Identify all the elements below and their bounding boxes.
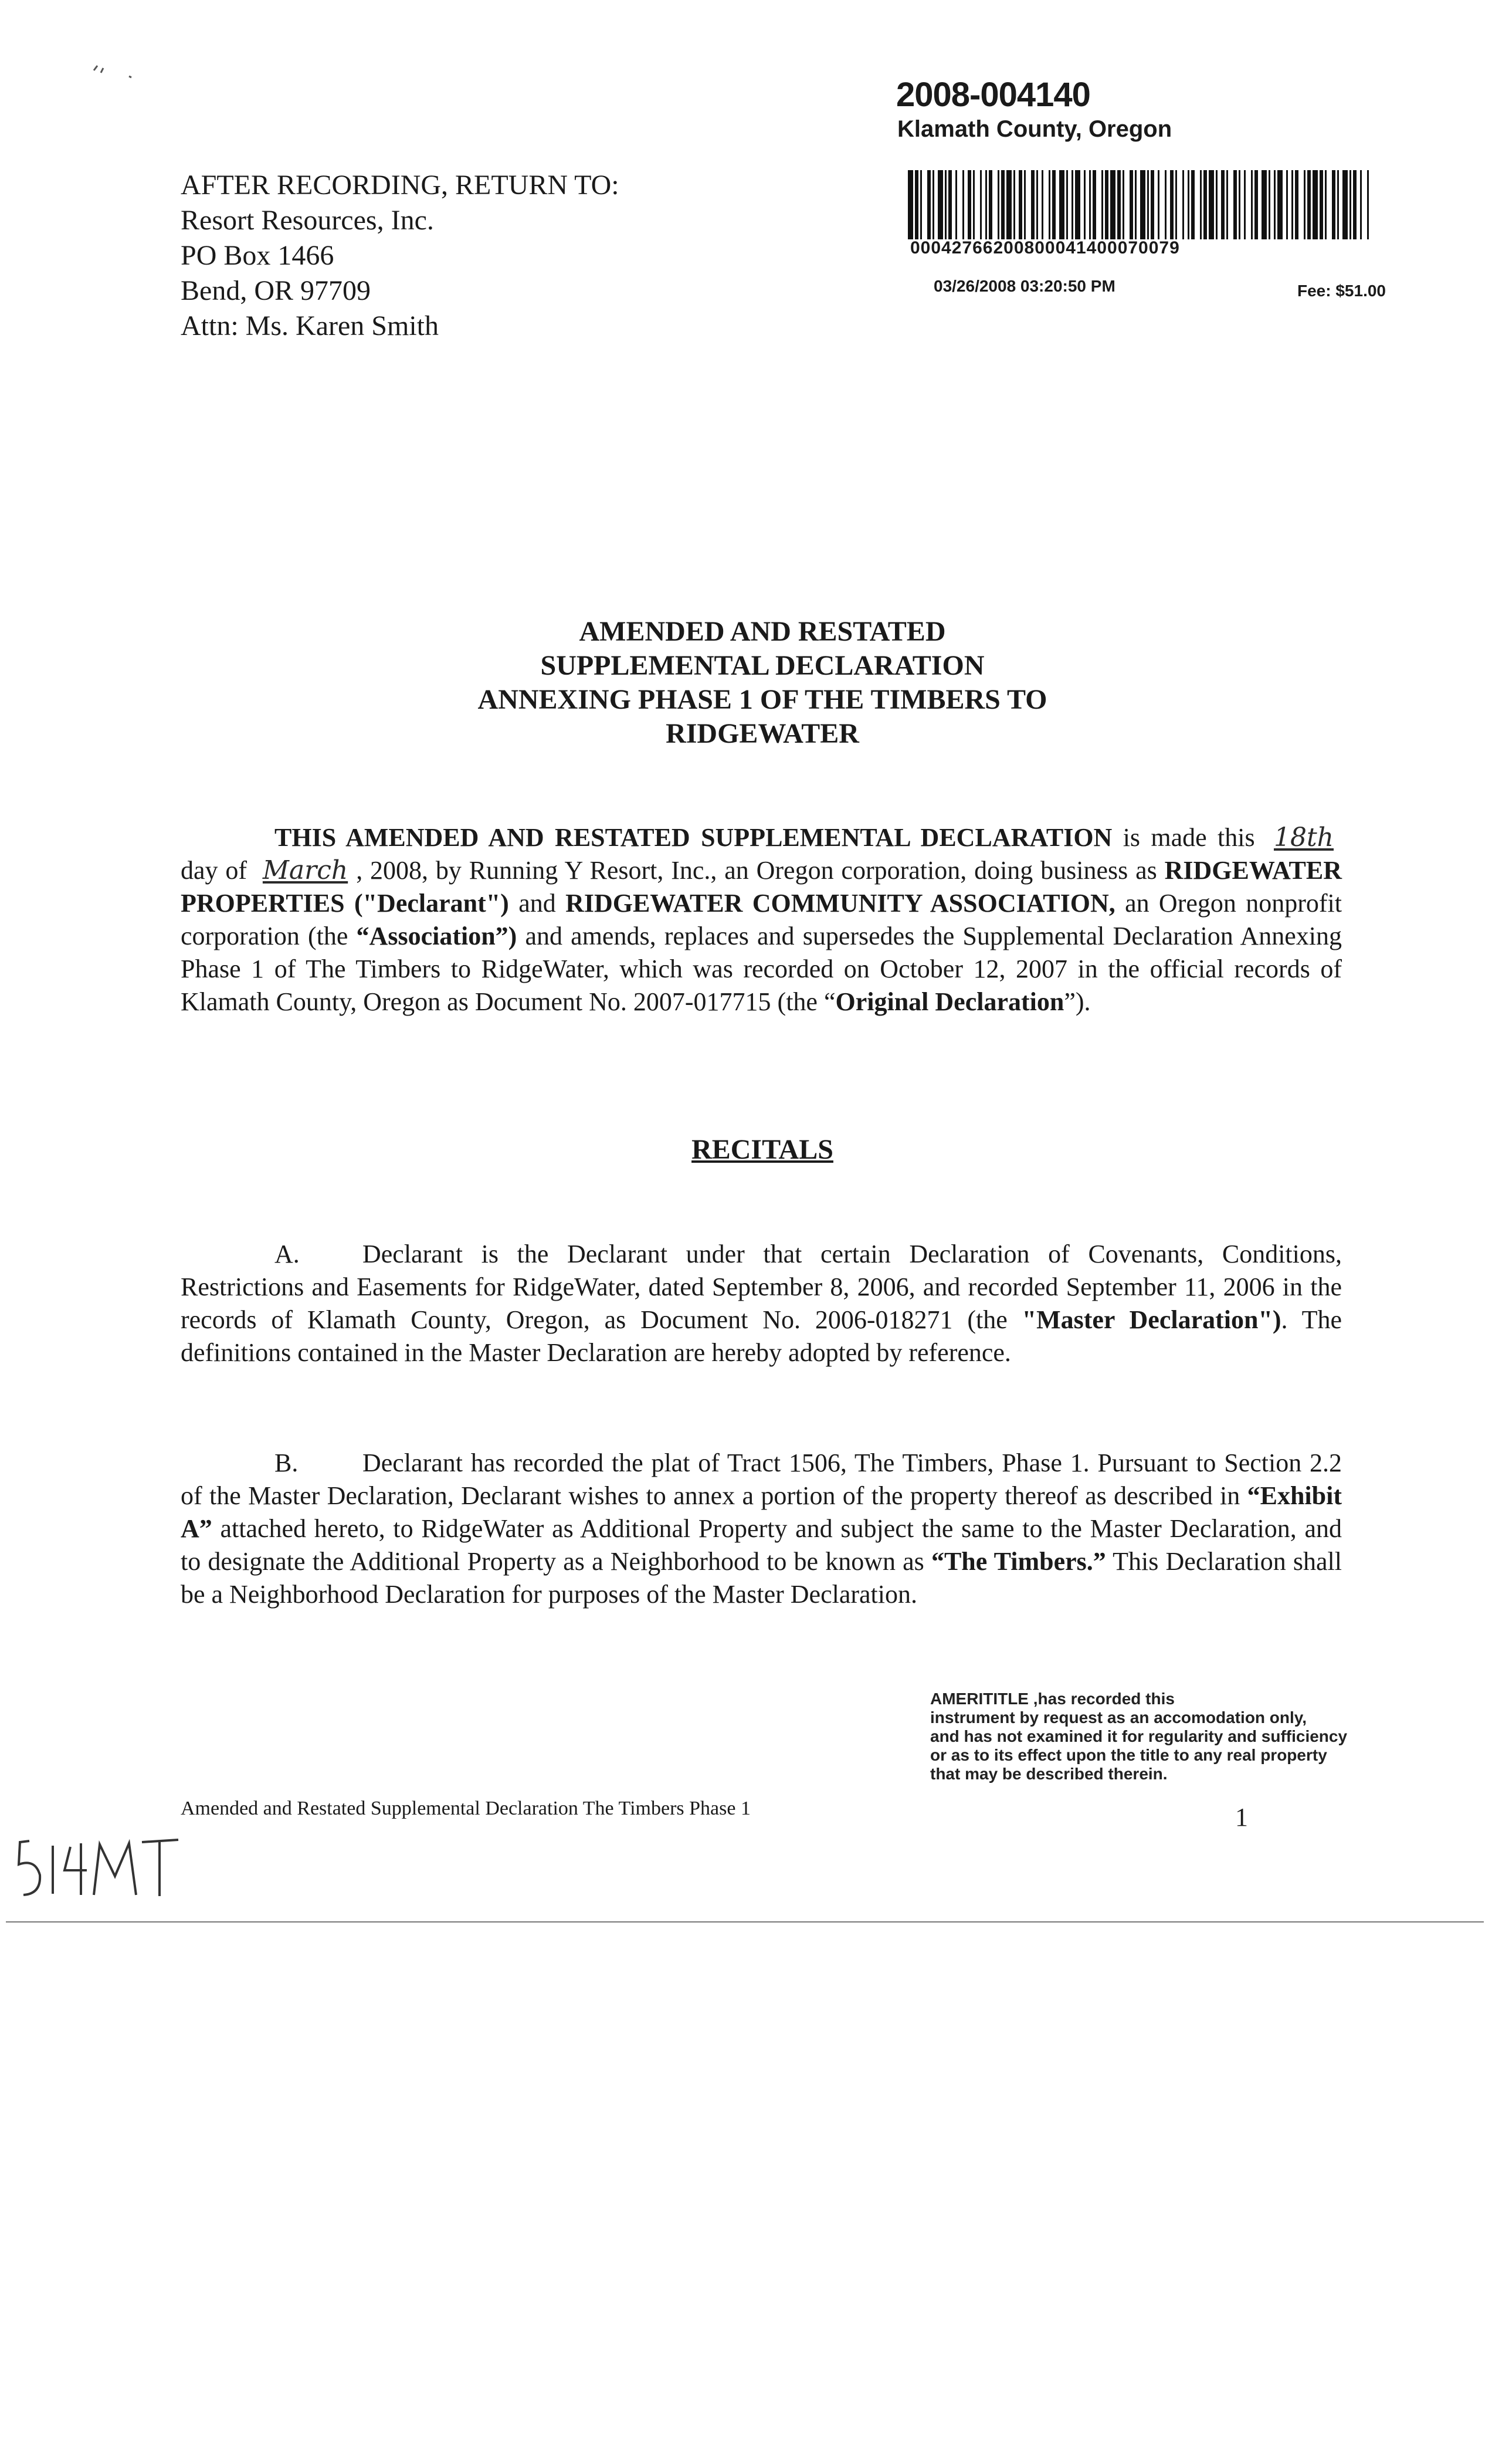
return-address-line: Resort Resources, Inc. bbox=[181, 205, 434, 236]
barcode-bar bbox=[1140, 170, 1145, 239]
title-company-disclaimer bbox=[930, 1690, 1435, 1783]
barcode-bar bbox=[1286, 170, 1288, 239]
recording-datetime: 03/26/2008 03:20:50 PM bbox=[934, 277, 1115, 295]
barcode-bar bbox=[1226, 170, 1228, 239]
barcode-bar bbox=[1188, 170, 1189, 239]
barcode-bar bbox=[989, 170, 992, 239]
barcode-bar bbox=[1360, 170, 1362, 239]
recording-document-number: 2008-004140 bbox=[896, 76, 1090, 114]
handwritten-day: 18th bbox=[1273, 823, 1334, 852]
return-address-line: Attn: Ms. Karen Smith bbox=[181, 310, 439, 341]
disclaimer-line: instrument by request as an accomodation only, bbox=[930, 1708, 1307, 1727]
intro-text: ”). bbox=[1064, 987, 1091, 1016]
barcode-bar bbox=[968, 170, 971, 239]
barcode-bar bbox=[1105, 170, 1108, 239]
page-footer: Amended and Restated Supplemental Declaration The Timbers Phase 1 bbox=[181, 1798, 751, 1819]
barcode-bar bbox=[1049, 170, 1050, 239]
barcode-bar bbox=[973, 170, 975, 239]
barcode-bar bbox=[920, 170, 922, 239]
barcode-bar bbox=[1313, 170, 1318, 239]
return-address bbox=[181, 168, 619, 344]
barcode-bar bbox=[1123, 170, 1124, 239]
barcode-bar bbox=[1262, 170, 1267, 239]
exhibit-a-term: “Exhibit A” bbox=[181, 1481, 1342, 1543]
recital-text: Declarant has recorded the plat of Tract 1506, The Timbers, Phase 1. Pursuant to Section 2.2 of the Master Declaration, Declarant wishes to annex a portion of the property thereof as described in bbox=[181, 1448, 1342, 1510]
barcode-bar bbox=[1101, 170, 1103, 239]
return-address-line: PO Box 1466 bbox=[181, 240, 334, 271]
recital-label: B. bbox=[274, 1448, 299, 1477]
recital-text: attached hereto, to RidgeWater as Additional Property and subject the same to the Master Declaration, and to designate the Additional Property as a Neighborhood to be known as bbox=[181, 1514, 1342, 1576]
recital-text: . The definitions contained in the Master Declaration are hereby adopted by reference. bbox=[181, 1305, 1342, 1367]
barcode-bar bbox=[1254, 170, 1258, 239]
recital-text: Declarant is the Declarant under that certain Declaration of Covenants, Conditions, Restrictions and Easements for RidgeWater, dated September 8, 2006, and recorded September 11, 2006 in the records of Klamath County, Oregon, as Document No. 2006-018271 (the bbox=[181, 1240, 1342, 1334]
barcode-bar bbox=[1135, 170, 1137, 239]
title-line: AMENDED AND RESTATED bbox=[579, 616, 946, 647]
barcode-bar bbox=[1307, 170, 1311, 239]
master-declaration-term: "Master Declaration") bbox=[1022, 1305, 1281, 1334]
intro-text: is made this bbox=[1112, 823, 1266, 852]
barcode-bar bbox=[1175, 170, 1177, 239]
barcode-bar bbox=[1295, 170, 1298, 239]
barcode-bar bbox=[1117, 170, 1121, 239]
barcode-bar bbox=[1130, 170, 1133, 239]
barcode-bar bbox=[1024, 170, 1026, 239]
barcode-bar bbox=[1089, 170, 1091, 239]
barcode-bar bbox=[1274, 170, 1276, 239]
barcode-bar bbox=[927, 170, 931, 239]
scan-speck bbox=[88, 59, 194, 82]
disclaimer-line: that may be described therein. bbox=[930, 1765, 1168, 1783]
barcode-bar bbox=[945, 170, 947, 239]
barcode-bar bbox=[1084, 170, 1086, 239]
return-address-line: AFTER RECORDING, RETURN TO: bbox=[181, 170, 619, 201]
barcode-bar bbox=[1200, 170, 1202, 239]
disclaimer-line: AMERITITLE ,has recorded this bbox=[930, 1690, 1175, 1708]
barcode-bar bbox=[1001, 170, 1005, 239]
barcode-bar bbox=[948, 170, 952, 239]
barcode-bar bbox=[1036, 170, 1038, 239]
barcode-bar bbox=[1291, 170, 1293, 239]
handwritten-initials bbox=[12, 1829, 182, 1905]
barcode-bar bbox=[1277, 170, 1283, 239]
intro-lead: THIS AMENDED AND RESTATED SUPPLEMENTAL DECLARATION bbox=[274, 823, 1113, 852]
barcode-bar bbox=[1019, 170, 1022, 239]
barcode-bar bbox=[1071, 170, 1073, 239]
barcode-bar bbox=[1209, 170, 1214, 239]
barcode-bar bbox=[962, 170, 964, 239]
recitals-heading: RECITALS bbox=[691, 1134, 833, 1165]
barcode-bar bbox=[1147, 170, 1149, 239]
handwritten-month: March bbox=[262, 855, 348, 885]
scan-edge-rule bbox=[6, 1920, 1484, 1924]
barcode-bar bbox=[1006, 170, 1012, 239]
disclaimer-line: and has not examined it for regularity and sufficiency bbox=[930, 1727, 1348, 1745]
intro-text: and bbox=[508, 889, 566, 918]
intro-text: and amends, replaces and supersedes the Supplemental Declaration Annexing Phase 1 of The Timbers to RidgeWater, which was recorded on October 12, 2007 in the official records of Klamath County, Oregon as Document No. 2007-017715 (the “ bbox=[181, 922, 1342, 1016]
barcode-bar bbox=[998, 170, 999, 239]
return-address-line: Bend, OR 97709 bbox=[181, 275, 371, 306]
barcode-bar bbox=[1203, 170, 1207, 239]
original-declaration-term: Original Declaration bbox=[835, 987, 1064, 1016]
barcode-digits: 00042766200800041400070079 bbox=[910, 238, 1180, 258]
recital-b bbox=[181, 1447, 1342, 1611]
association-term: “Association”) bbox=[356, 922, 517, 950]
barcode-bar bbox=[908, 170, 913, 239]
barcode-bar bbox=[1251, 170, 1253, 239]
barcode-bar bbox=[1151, 170, 1154, 239]
barcode-bar bbox=[1059, 170, 1064, 239]
the-timbers-term: “The Timbers.” bbox=[931, 1547, 1106, 1576]
barcode-bar bbox=[980, 170, 982, 239]
barcode-bar bbox=[1244, 170, 1246, 239]
barcode-bar bbox=[1075, 170, 1080, 239]
barcode-bar bbox=[1239, 170, 1240, 239]
recital-text: This Declaration shall be a Neighborhood Declaration for purposes of the Master Declaration. bbox=[181, 1547, 1342, 1609]
barcode-bar bbox=[1110, 170, 1115, 239]
recording-fee: Fee: $51.00 bbox=[1297, 282, 1386, 300]
barcode-bar bbox=[1052, 170, 1056, 239]
association-name: RIDGEWATER COMMUNITY ASSOCIATION, bbox=[565, 889, 1115, 918]
barcode-bar bbox=[1221, 170, 1225, 239]
barcode-bar bbox=[1337, 170, 1339, 239]
title-line: SUPPLEMENTAL DECLARATION bbox=[540, 650, 985, 681]
barcode-bar bbox=[1066, 170, 1068, 239]
disclaimer-line: or as to its effect upon the title to any real property bbox=[930, 1746, 1327, 1764]
barcode-bar bbox=[1165, 170, 1167, 239]
barcode-bar bbox=[915, 170, 918, 239]
barcode-bar bbox=[933, 170, 934, 239]
recording-county: Klamath County, Oregon bbox=[897, 116, 1172, 142]
barcode-bar bbox=[1320, 170, 1323, 239]
declarant-name: RIDGEWATER PROPERTIES ("Declarant") bbox=[181, 856, 1342, 918]
barcode-bar bbox=[1216, 170, 1218, 239]
barcode-bar bbox=[1332, 170, 1335, 239]
intro-text: , 2008, by Running Y Resort, Inc., an Oregon corporation, doing business as bbox=[356, 856, 1165, 885]
barcode-bar bbox=[1182, 170, 1184, 239]
barcode-bar bbox=[938, 170, 943, 239]
barcode-bar bbox=[1233, 170, 1237, 239]
barcode-bar bbox=[1191, 170, 1195, 239]
title-line: RIDGEWATER bbox=[666, 718, 859, 749]
barcode-bar bbox=[1158, 170, 1159, 239]
barcode-bar bbox=[1031, 170, 1035, 239]
barcode-bar bbox=[1342, 170, 1348, 239]
intro-text: an Oregon nonprofit corporation (the bbox=[181, 889, 1342, 950]
document-title bbox=[0, 615, 1492, 751]
recital-a bbox=[181, 1238, 1342, 1369]
recital-label: A. bbox=[274, 1240, 300, 1268]
barcode-bar bbox=[1325, 170, 1327, 239]
barcode-bar bbox=[1353, 170, 1357, 239]
title-line: ANNEXING PHASE 1 OF THE TIMBERS TO bbox=[477, 684, 1047, 715]
barcode-bar bbox=[985, 170, 987, 239]
barcode-bar bbox=[1304, 170, 1306, 239]
barcode-bar bbox=[1042, 170, 1043, 239]
intro-text: day of bbox=[181, 856, 255, 885]
barcode-bar bbox=[1013, 170, 1015, 239]
barcode-bar bbox=[1269, 170, 1270, 239]
page-number: 1 bbox=[1235, 1803, 1248, 1832]
intro-paragraph bbox=[181, 821, 1342, 1018]
barcode-bar bbox=[1093, 170, 1096, 239]
barcode-bar bbox=[1170, 170, 1174, 239]
barcode-bar bbox=[1367, 170, 1369, 239]
barcode-bar bbox=[955, 170, 957, 239]
barcode-bar bbox=[1349, 170, 1351, 239]
recording-barcode bbox=[908, 170, 1372, 239]
